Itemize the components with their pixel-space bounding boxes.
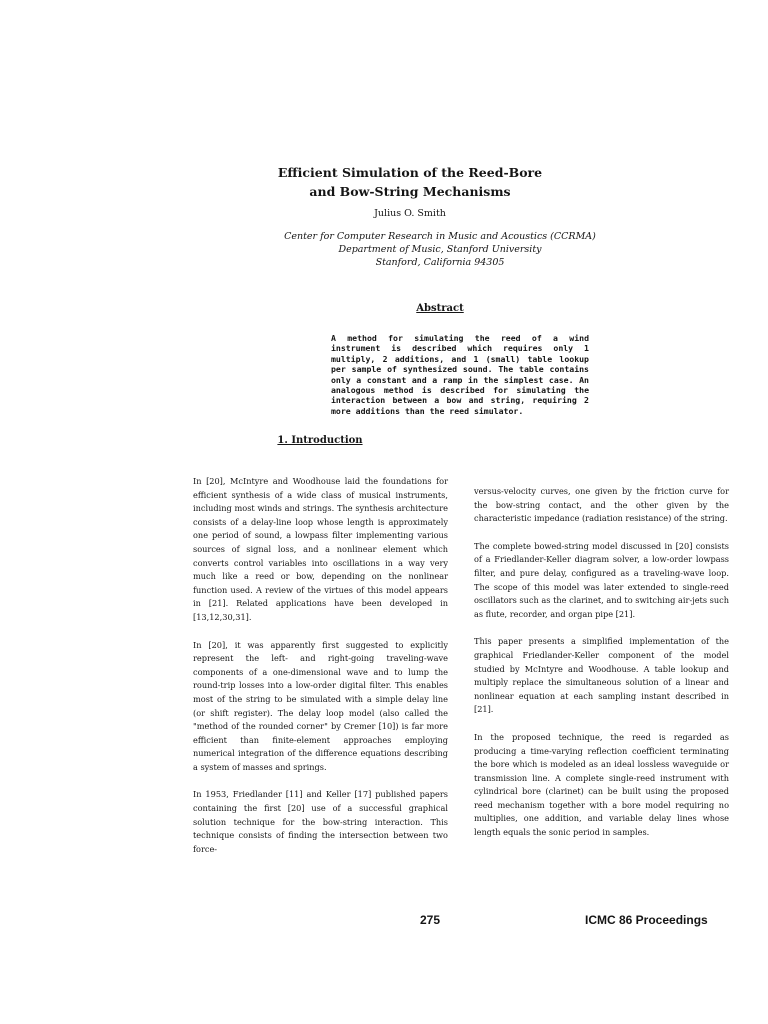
abstract-text: A method for simulating the reed of a wind instrument is described which requires only 1 multiply, 2 additions, and 1 (small) table lookup per sample of synthesized sound. The table contains only a constant and a ramp in the simplest case. An analogous method is described for simulating the interaction between a bow and string, requiring 2 more additions than the reed simulator. — [331, 333, 589, 416]
affiliation-line-1: Center for Computer Research in Music and Acoustics (CCRMA) — [284, 231, 596, 242]
right-column — [474, 485, 729, 854]
proceedings-label: ICMC 86 Proceedings — [585, 913, 708, 927]
intro-paragraph: In 1953, Friedlander [11] and Keller [17] published papers containing the first [20] use of a successful graphical solution technique for the bow-string interaction. This technique consists of finding the intersection between two force- — [193, 789, 448, 854]
intro-paragraph: In [20], McIntyre and Woodhouse laid the foundations for efficient synthesis of a wide class of musical instruments, including most winds and strings. The synthesis architecture consists of a delay-line loop whose length is approximately one period of sound, a lowpass filter implementing various sources of signal loss, and a nonlinear element which converts control variables into oscillations in a way very much like a reed or bow, depending on the nonlinear function used. A review of the virtues of this model appears in [21]. Related applications have been developed in [13,12,30,31]. — [193, 476, 448, 622]
paper-title-line-1: Efficient Simulation of the Reed-Bore — [277, 165, 543, 180]
author-name: Julius O. Smith — [374, 208, 446, 219]
intro-paragraph: In [20], it was apparently first suggested to explicitly represent the left- and right-going traveling-wave components of a one-dimensional wave and to lump the round-trip losses into a low-order digital filter. This enables most of the string to be simulated with a simple delay line (or shift register). The delay loop model (also called the "method of the rounded corner" by Cremer [10]) is far more efficient than finite-element approaches employing numerical integration of the difference equations describing a system of masses and springs. — [193, 639, 448, 772]
intro-paragraph: In the proposed technique, the reed is regarded as producing a time-varying reflection coefficient terminating the bore which is modeled as an ideal lossless waveguide or transmission line. A complete single-reed instrument with cylindrical bore (clarinet) can be built using the proposed reed mechanism together with a bore model requiring no multiplies, one addition, and variable delay lines whose length equals the sonic period in samples. — [474, 731, 729, 838]
intro-paragraph: This paper presents a simplified implementation of the graphical Friedlander-Keller component of the model studied by McIntyre and Woodhouse. A table lookup and multiply replace the simultaneous solution of a linear and nonlinear equation at each sampling instant described in [21]. — [474, 636, 729, 715]
affiliation-line-3: Stanford, California 94305 — [375, 257, 505, 268]
intro-paragraph: versus-velocity curves, one given by the friction curve for the bow-string contact, and the other given by the characteristic impedance (radiation resistance) of the string. — [474, 486, 729, 524]
section-heading-introduction: 1. Introduction — [277, 435, 363, 446]
paper-title-line-2: and Bow-String Mechanisms — [309, 184, 511, 199]
abstract-heading: Abstract — [416, 303, 464, 314]
left-column — [193, 475, 448, 870]
affiliation-line-2: Department of Music, Stanford University — [338, 244, 542, 255]
page-number: 275 — [420, 913, 441, 927]
intro-paragraph: The complete bowed-string model discussed in [20] consists of a Friedlander-Keller diagram solver, a low-order lowpass filter, and pure delay, configured as a traveling-wave loop. The scope of this model was later extended to single-reed oscillators such as the clarinet, and to switching air-jets such as flute, recorder, and organ pipe [21]. — [474, 540, 729, 619]
